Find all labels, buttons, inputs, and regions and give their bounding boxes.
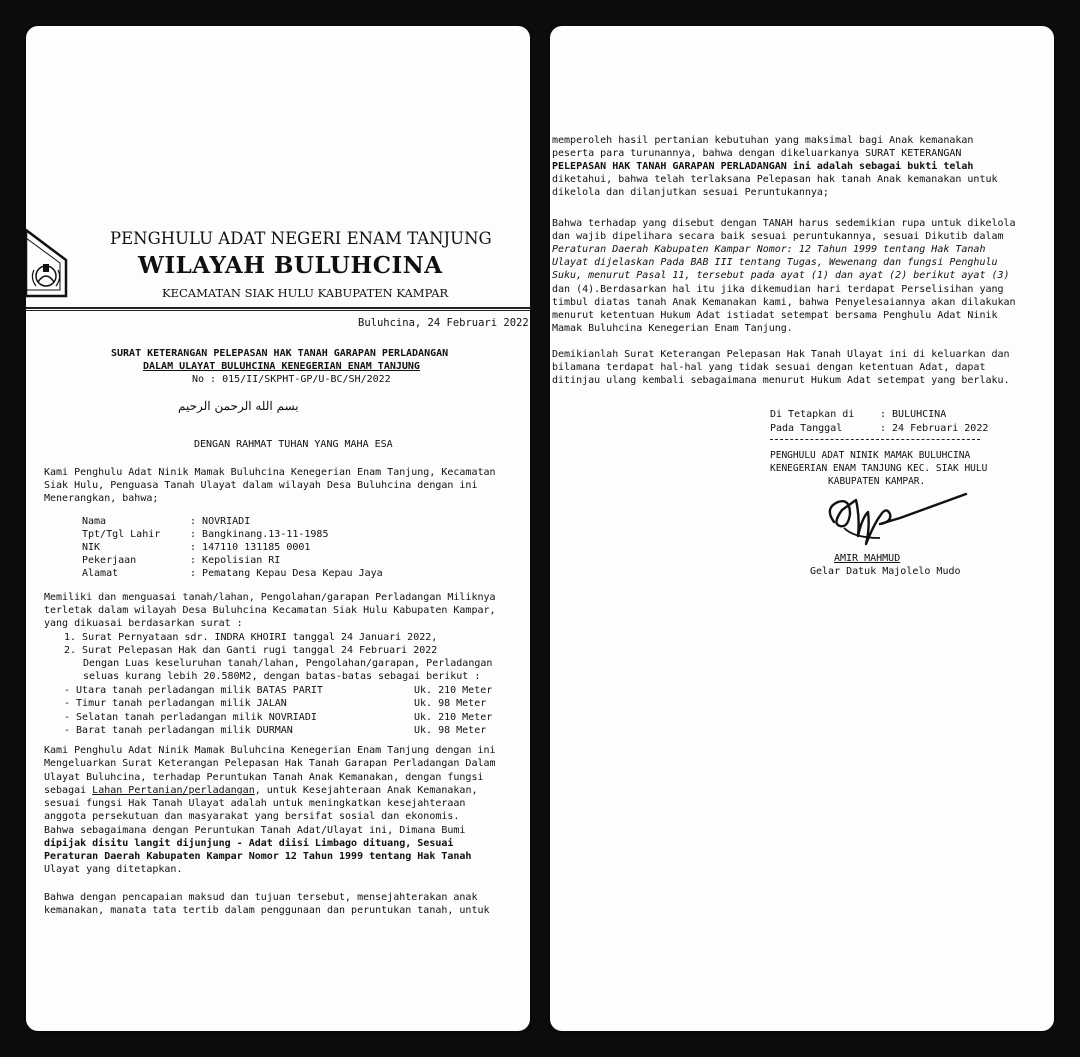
para4-line-1: Bahwa sebagaimana dengan Peruntukan Tanah Adat/Ulayat ini, Dimana Bumi bbox=[44, 825, 466, 836]
p2-para1-line: peserta para turunannya, bahwa dengan dikeluarkanya SURAT KETERANGAN bbox=[552, 148, 962, 159]
signatory-name: AMIR MAHMUD bbox=[834, 553, 901, 564]
p2-para2-line: Ulayat dijelaskan Pada BAB III tentang Tugas, Wewenang dan fungsi Penghulu bbox=[552, 257, 998, 268]
para3-line-4 bbox=[44, 784, 478, 798]
border-item-size: Uk. 98 Meter bbox=[414, 725, 487, 736]
para3-line-4-post: , untuk Kesejahteraan Anak Kemanakan, bbox=[254, 785, 478, 796]
para3-line-1: Kami Penghulu Adat Ninik Mamak Buluhcina Kenegerian Enam Tanjung dengan ini bbox=[44, 745, 496, 756]
header-line-2: WILAYAH BULUHCINA bbox=[138, 252, 443, 279]
p2-para2-line: menurut ketentuan Hukum Adat istiadat setempat bersama Penghulu Adat Ninik bbox=[552, 310, 998, 321]
p2-para3-line: Demikianlah Surat Keterangan Pelepasan Hak Tanah Ulayat ini di keluarkan dan bbox=[552, 349, 1010, 360]
document-page-1 bbox=[26, 26, 530, 1031]
basmalah: بسم الله الرحمن الرحيم bbox=[178, 399, 299, 413]
para5-line-2: kemanakan, manata tata tertib dalam penggunaan dan peruntukan tanah, untuk bbox=[44, 905, 490, 916]
para3-line-5: sesuai fungsi Hak Tanah Ulayat adalah untuk meningkatkan kesejahteraan bbox=[44, 798, 466, 809]
p2-para2-line: dan wajib dipelihara secara baik sesuai peruntukannya, sesuai Dikutib dalam bbox=[552, 231, 1004, 242]
para3-line-6: anggota persekutuan dan masyarakat yang bersifat sosial dan ekonomis. bbox=[44, 811, 460, 822]
header-rule bbox=[26, 307, 530, 309]
header-line-3: KECAMATAN SIAK HULU KABUPATEN KAMPAR bbox=[162, 286, 449, 300]
signoff-place-value: : BULUHCINA bbox=[880, 409, 947, 420]
field-row: Pekerjaan : Kepolisian RI bbox=[82, 555, 281, 566]
para2-line-1: Memiliki dan menguasai tanah/lahan, Pengolahan/garapan Perladangan Miliknya bbox=[44, 592, 496, 603]
para5-line-1: Bahwa dengan pencapaian maksud dan tujuan tersebut, mensejahterakan anak bbox=[44, 892, 478, 903]
field-label: Tpt/Tgl Lahir bbox=[82, 529, 161, 540]
intro-line-3: Menerangkan, bahwa; bbox=[44, 493, 159, 504]
para2-line-3: yang dikuasai berdasarkan surat : bbox=[44, 618, 243, 629]
p2-para2-line: dan (4).Berdasarkan hal itu jika dikemudian hari terdapat Perselisihan yang bbox=[552, 284, 1004, 295]
para4-line-2: dipijak disitu langit dijunjung - Adat diisi Limbago dituang, Sesuai bbox=[44, 838, 454, 849]
header-line-1: PENGHULU ADAT NEGERI ENAM TANJUNG bbox=[110, 229, 492, 248]
header-rule-thin bbox=[26, 310, 530, 311]
greeting: DENGAN RAHMAT TUHAN YANG MAHA ESA bbox=[194, 439, 393, 450]
border-item-text: - Timur tanah perladangan milik JALAN bbox=[64, 698, 287, 709]
field-value: 147110 131185 0001 bbox=[202, 542, 311, 553]
signoff-date-label: Pada Tanggal bbox=[770, 423, 843, 434]
border-item-size: Uk. 210 Meter bbox=[414, 712, 493, 723]
area-line-2: seluas kurang lebih 20.580M2, dengan batas-batas sebagai berikut : bbox=[83, 671, 481, 682]
p2-para2-line: timbul diatas tanah Anak Kemanakan kami, bahwa Penyelesaiannya akan dilakukan bbox=[552, 297, 1016, 308]
field-value: NOVRIADI bbox=[202, 516, 251, 527]
title-line-1: SURAT KETERANGAN PELEPASAN HAK TANAH GARAPAN PERLADANGAN bbox=[111, 348, 449, 359]
list-item: 2. Surat Pelepasan Hak dan Ganti rugi tanggal 24 Februari 2022 bbox=[64, 645, 438, 656]
field-label: NIK bbox=[82, 542, 101, 553]
list-item: 1. Surat Pernyataan sdr. INDRA KHOIRI tanggal 24 Januari 2022, bbox=[64, 632, 438, 643]
signoff-org-1: PENGHULU ADAT NINIK MAMAK BULUHCINA bbox=[770, 450, 971, 461]
area-line-1: Dengan Luas keseluruhan tanah/lahan, Pengolahan/garapan, Perladangan bbox=[83, 658, 493, 669]
title-line-2: DALAM ULAYAT BULUHCINA KENEGERIAN ENAM TANJUNG bbox=[143, 361, 420, 372]
border-item-text: - Barat tanah perladangan milik DURMAN bbox=[64, 725, 293, 736]
intro-line-2: Siak Hulu, Penguasa Tanah Ulayat dalam wilayah Desa Buluhcina dengan ini bbox=[44, 480, 478, 491]
signature-icon bbox=[820, 488, 970, 554]
p2-para1-line: diketahui, bahwa telah terlaksana Pelepasan hak tanah Anak kemanakan untuk bbox=[552, 174, 998, 185]
signoff-divider bbox=[770, 439, 980, 440]
field-value: Bangkinang.13-11-1985 bbox=[202, 529, 329, 540]
field-value: Pematang Kepau Desa Kepau Jaya bbox=[202, 568, 383, 579]
signoff-org-3: KABUPATEN KAMPAR. bbox=[828, 476, 926, 487]
p2-para1-line: PELEPASAN HAK TANAH GARAPAN PERLADANGAN ini adalah sebagai bukti telah bbox=[552, 161, 974, 172]
signoff-place-label: Di Tetapkan di bbox=[770, 409, 855, 420]
para3-line-4-pre: sebagai bbox=[44, 785, 93, 796]
field-label: Pekerjaan bbox=[82, 555, 137, 566]
document-page-2 bbox=[550, 26, 1054, 1031]
field-label: Nama bbox=[82, 516, 107, 527]
field-row: Nama : NOVRIADI bbox=[82, 516, 251, 527]
field-value: Kepolisian RI bbox=[202, 555, 281, 566]
p2-para2-line: Mamak Buluhcina Kenegerian Enam Tanjung. bbox=[552, 323, 793, 334]
p2-para1-line: dikelola dan dilanjutkan sesuai Peruntukannya; bbox=[552, 187, 829, 198]
signoff-org-2: KENEGERIAN ENAM TANJUNG KEC. SIAK HULU bbox=[770, 463, 988, 474]
field-row: NIK : 147110 131185 0001 bbox=[82, 542, 311, 553]
field-row: Alamat : Pematang Kepau Desa Kepau Jaya bbox=[82, 568, 383, 579]
border-item-size: Uk. 210 Meter bbox=[414, 685, 493, 696]
p2-para1-line: memperoleh hasil pertanian kebutuhan yang maksimal bagi Anak kemanakan bbox=[552, 135, 974, 146]
border-item-text: - Selatan tanah perladangan milik NOVRIADI bbox=[64, 712, 317, 723]
signoff-date-value: : 24 Februari 2022 bbox=[880, 423, 989, 434]
letter-number: No : 015/II/SKPHT-GP/U-BC/SH/2022 bbox=[192, 374, 391, 385]
field-row: Tpt/Tgl Lahir : Bangkinang.13-11-1985 bbox=[82, 529, 329, 540]
field-label: Alamat bbox=[82, 568, 119, 579]
para2-line-2: terletak dalam wilayah Desa Buluhcina Kecamatan Siak Hulu Kabupaten Kampar, bbox=[44, 605, 496, 616]
border-item-text: - Utara tanah perladangan milik BATAS PARIT bbox=[64, 685, 323, 696]
border-item-size: Uk. 98 Meter bbox=[414, 698, 487, 709]
para3-line-2: Mengeluarkan Surat Keterangan Pelepasan Hak Tanah Garapan Perladangan Dalam bbox=[44, 758, 496, 769]
para4-line-3: Peraturan Daerah Kabupaten Kampar Nomor 12 Tahun 1999 tentang Hak Tanah bbox=[44, 851, 472, 862]
p2-para3-line: ditinjau ulang kembali sebagaimana menurut Hukum Adat setempat yang berlaku. bbox=[552, 375, 1010, 386]
p2-para2-line: Peraturan Daerah Kabupaten Kampar Nomor: 12 Tahun 1999 tentang Hak Tanah bbox=[552, 244, 986, 255]
p2-para2-line: Bahwa terhadap yang disebut dengan TANAH harus sedemikian rupa untuk dikelola bbox=[552, 218, 1016, 229]
signatory-title: Gelar Datuk Majolelo Mudo bbox=[810, 566, 961, 577]
p2-para3-line: bilamana terdapat hal-hal yang tidak sesuai dengan ketentuan Adat, dapat bbox=[552, 362, 986, 373]
intro-line-1: Kami Penghulu Adat Ninik Mamak Buluhcina Kenegerian Enam Tanjung, Kecamatan bbox=[44, 467, 496, 478]
land-use-underlined: Lahan Pertanian/perladangan bbox=[92, 785, 255, 796]
para3-line-3: Ulayat Buluhcina, terhadap Peruntukan Tanah Anak Kemanakan, dengan fungsi bbox=[44, 772, 484, 783]
emblem-logo-icon bbox=[26, 226, 82, 302]
place-date: Buluhcina, 24 Februari 2022 bbox=[358, 317, 529, 329]
p2-para2-line: Suku, menurut Pasal 11, tersebut pada ayat (1) dan ayat (2) berikut ayat (3) bbox=[552, 270, 1010, 281]
para4-line-4: Ulayat yang ditetapkan. bbox=[44, 864, 183, 875]
